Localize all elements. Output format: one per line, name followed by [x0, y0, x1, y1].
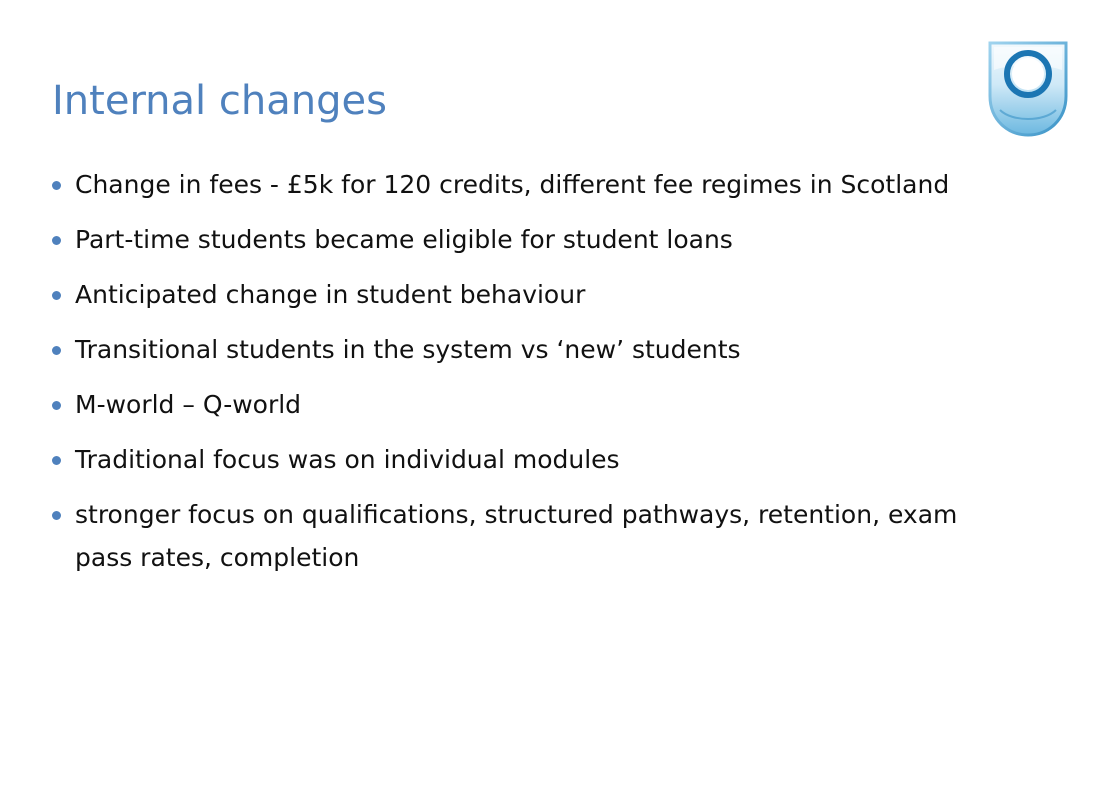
bullet-icon — [52, 401, 61, 410]
list-item — [50, 328, 1010, 371]
list-item — [50, 273, 1010, 316]
bullet-icon — [52, 236, 61, 245]
bullet-text: M-world – Q-world — [75, 390, 302, 419]
list-item — [50, 218, 1010, 261]
bullet-text: Traditional focus was on individual modules — [75, 445, 620, 474]
bullet-list — [50, 163, 1010, 591]
bullet-icon — [52, 291, 61, 300]
bullet-icon — [52, 456, 61, 465]
list-item — [50, 493, 1010, 579]
list-item — [50, 383, 1010, 426]
bullet-text: Transitional students in the system vs ‘new’ students — [75, 335, 741, 364]
bullet-text: Change in fees - £5k for 120 credits, different fee regimes in Scotland — [75, 170, 950, 199]
bullet-text: Anticipated change in student behaviour — [75, 280, 586, 309]
bullet-icon — [52, 346, 61, 355]
open-university-logo-icon — [986, 40, 1070, 138]
bullet-text: Part-time students became eligible for student loans — [75, 225, 733, 254]
bullet-text: stronger focus on qualifications, structured pathways, retention, exam pass rates, completion — [75, 500, 958, 572]
slide-title: Internal changes — [52, 78, 387, 124]
bullet-icon — [52, 181, 61, 190]
bullet-icon — [52, 511, 61, 520]
list-item — [50, 163, 1010, 206]
list-item — [50, 438, 1010, 481]
